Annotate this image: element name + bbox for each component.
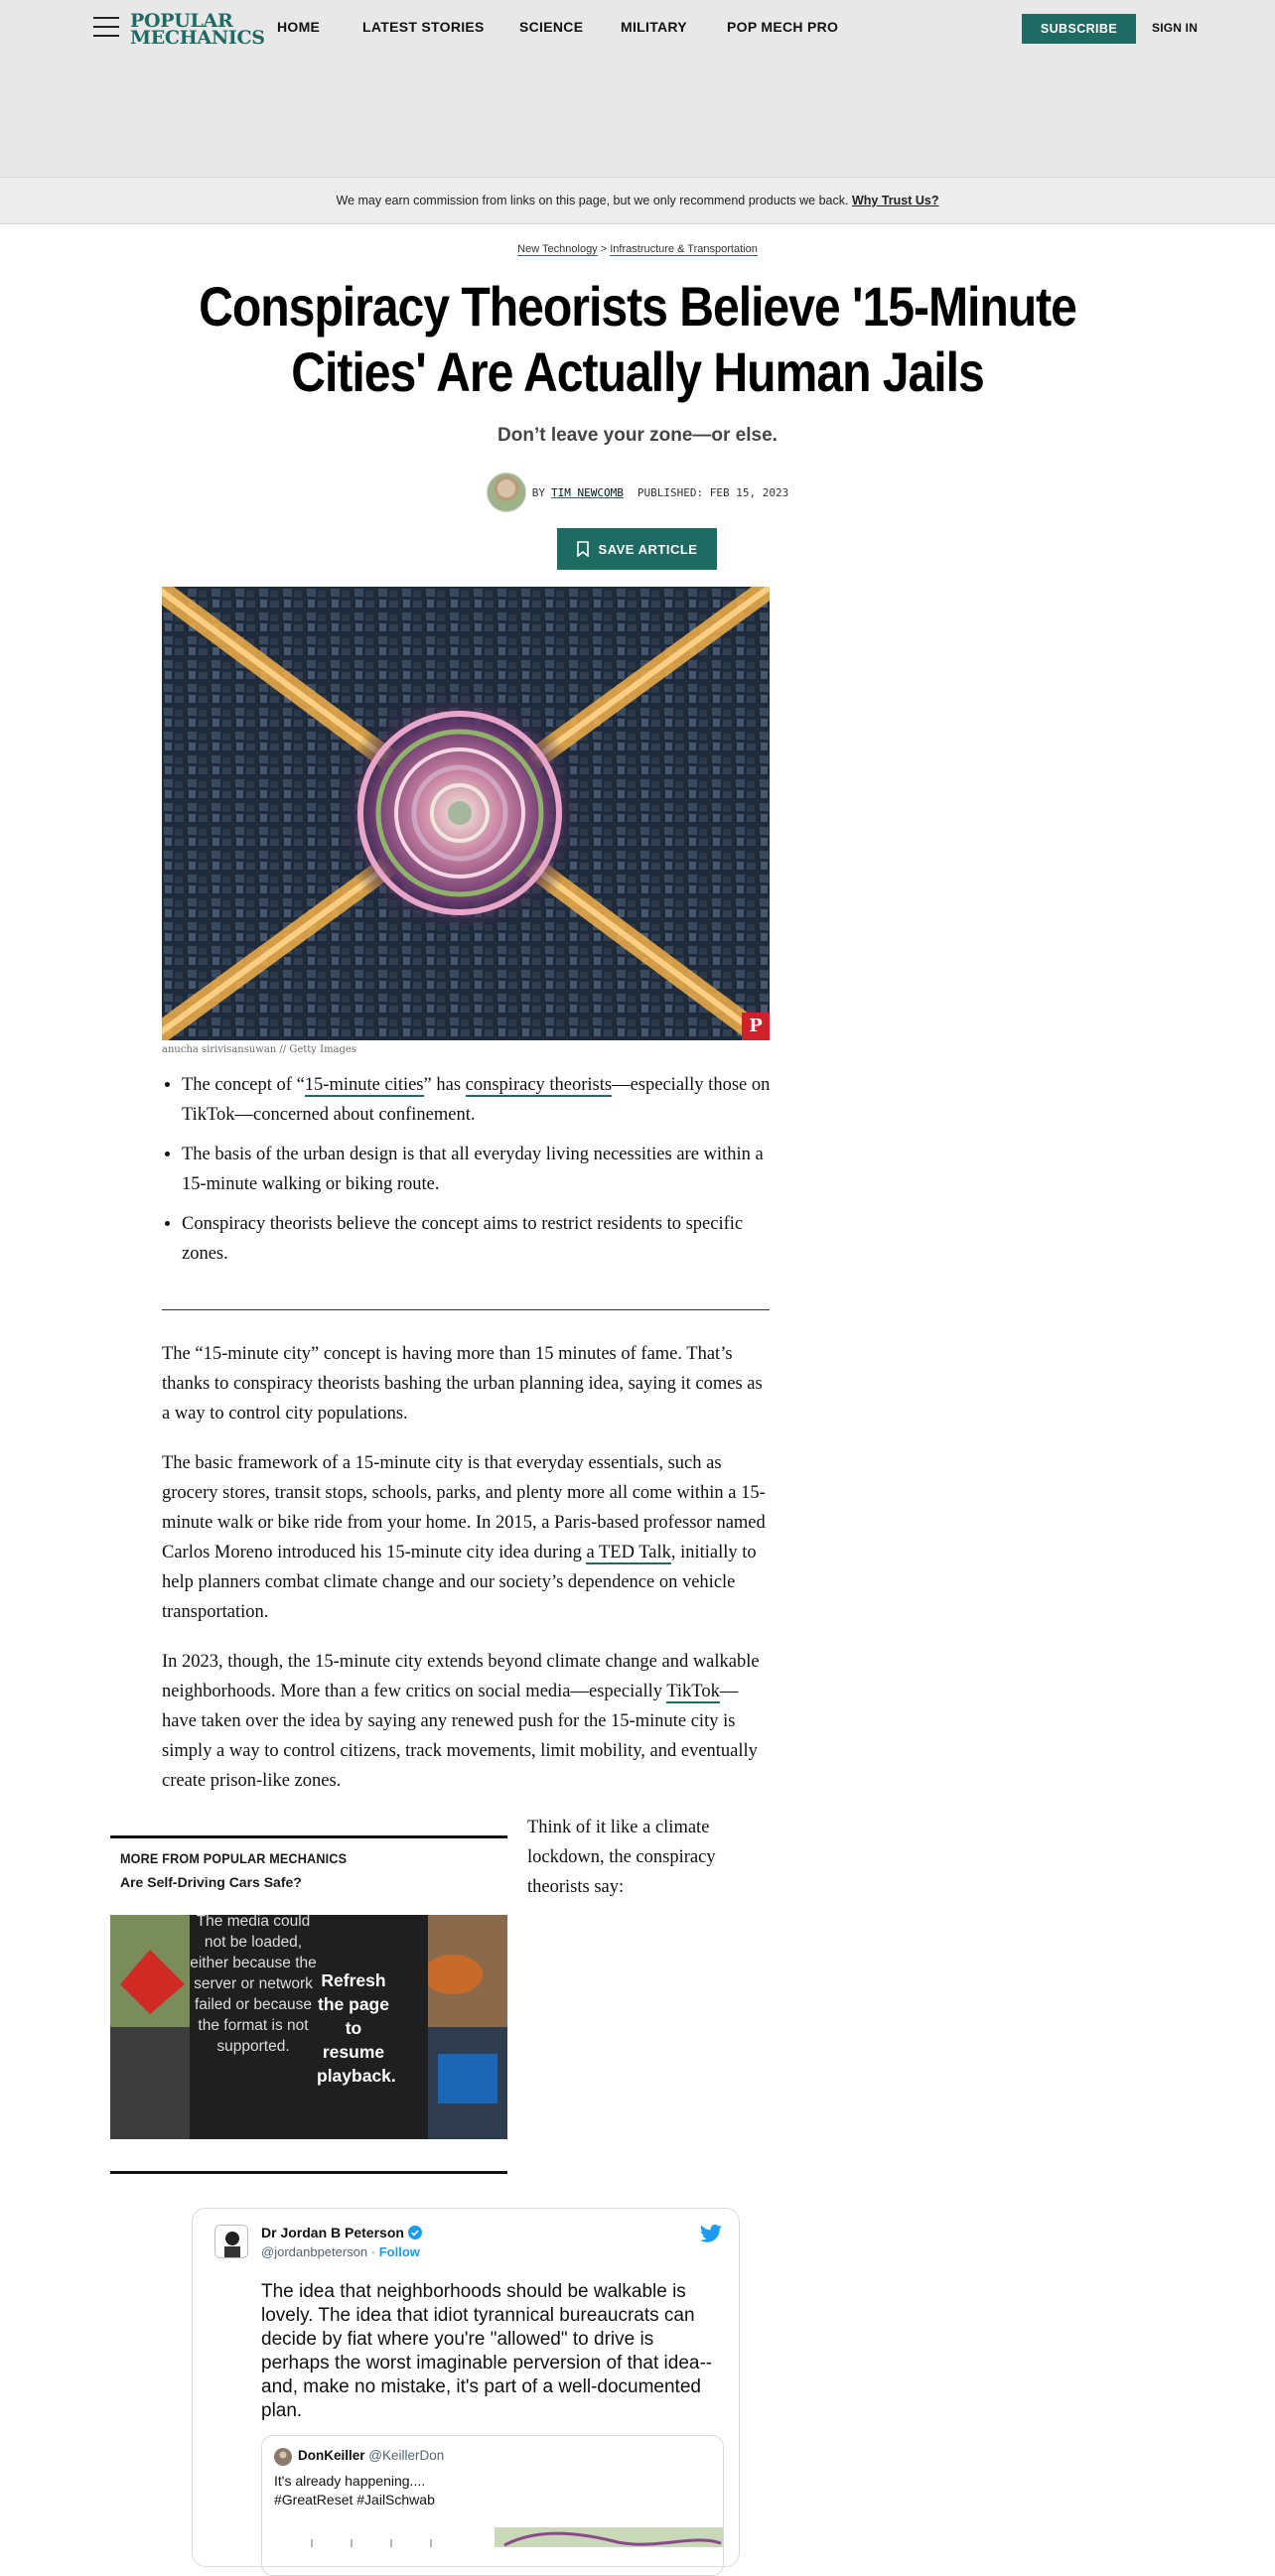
top-navigation-bar xyxy=(0,0,1275,58)
quoted-tweet[interactable] xyxy=(261,2435,724,2576)
link-tiktok[interactable]: TikTok xyxy=(666,1682,720,1701)
quoted-author-handle: @KeillerDon xyxy=(368,2448,445,2463)
breadcrumb xyxy=(0,243,1275,255)
disclaimer-text: We may earn commission from links on this page, but we only recommend products we back. xyxy=(336,194,849,207)
bullet-item: • The basis of the urban design is that all everyday living necessities are within a 15-minute walking or biking route. xyxy=(182,1140,789,1199)
more-from-video-title[interactable]: Are Self-Driving Cars Safe? xyxy=(120,1874,302,1890)
aerial-city-night-illustration xyxy=(162,587,770,1040)
paragraph-text: —have taken over the idea by saying any renewed push for the 15-minute city is simply a way to control citizens, track movements, limit mobility, and eventually create prison-like zones. xyxy=(162,1682,758,1791)
site-logo[interactable] xyxy=(130,10,265,49)
avatar-portrait-icon xyxy=(215,2226,247,2257)
menu-icon[interactable] xyxy=(93,17,119,41)
hero-image-aerial-roundabout xyxy=(162,587,770,1040)
subscribe-button[interactable]: SUBSCRIBE xyxy=(1022,14,1136,44)
verified-badge-icon xyxy=(408,2226,422,2239)
summary-bullets xyxy=(162,1070,789,1279)
bookmark-icon xyxy=(577,541,589,557)
logo-line-1: POPULAR xyxy=(130,10,233,32)
article-dek: Don’t leave your zone—or else. xyxy=(497,425,778,446)
paragraph-text: The basic framework of a 15-minute city is that everyday essentials, such as grocery stores, transit stops, schools, parks, and plenty more all come within a 15-minute walk or bike ride from your home. In 2015, a Paris-based professor named Carlos Moreno introduced his 15-minute city idea during xyxy=(162,1453,766,1562)
nav-military[interactable]: MILITARY xyxy=(621,19,687,35)
twitter-bird-icon[interactable] xyxy=(699,2225,723,2244)
author-link[interactable]: TIM NEWCOMB xyxy=(551,485,624,499)
bullet-text: —especially those on TikTok—concerned about confinement. xyxy=(182,1075,771,1125)
more-from-heading: MORE FROM POPULAR MECHANICS xyxy=(120,1850,348,1866)
affiliate-disclaimer xyxy=(0,177,1275,224)
logo-line-2: MECHANICS xyxy=(130,27,265,49)
paragraph-text: , initially to help planners combat climate change and our society’s dependence on vehicle transportation. xyxy=(162,1543,757,1622)
body-paragraph-1: The “15-minute city” concept is having more than 15 minutes of fame. That’s thanks to conspiracy theorists bashing the urban planning idea, saying it comes as a way to control city populations. xyxy=(162,1344,763,1424)
save-article-button[interactable] xyxy=(557,528,717,570)
tweet-author-handle-row: @jordanbpeterson · Follow xyxy=(261,2244,420,2259)
sign-in-link[interactable]: SIGN IN xyxy=(1152,21,1199,35)
why-trust-us-link[interactable]: Why Trust Us? xyxy=(851,194,939,207)
ad-banner-area xyxy=(0,58,1275,177)
quoted-author-name: DonKeiller xyxy=(298,2448,365,2463)
bullet-item: • Conspiracy theorists believe the concept aims to restrict residents to specific zones. xyxy=(182,1209,789,1269)
body-paragraph-4: Think of it like a climate lockdown, the conspiracy theorists say: xyxy=(527,1818,716,1897)
quoted-tweet-map-image xyxy=(495,2527,723,2547)
article-title: Conspiracy Theorists Believe '15-Minute Cities' Are Actually Human Jails xyxy=(199,275,1076,403)
quoted-author xyxy=(298,2448,444,2463)
breadcrumb-separator: > xyxy=(600,243,608,255)
tweet-author-handle[interactable]: @jordanbpeterson xyxy=(261,2244,368,2259)
nav-latest-stories[interactable]: LATEST STORIES xyxy=(362,19,485,35)
image-credit: anucha sirivisansuwan // Getty Images xyxy=(162,1044,356,1055)
bullet-text: The concept of “ xyxy=(182,1075,305,1095)
more-from-module xyxy=(110,1835,507,1890)
quoted-tweet-text: It's already happening.... #GreatReset #JailSchwab xyxy=(274,2473,435,2508)
follow-button[interactable]: Follow xyxy=(378,2244,420,2259)
video-refresh-message: Refresh the page to resume playback. xyxy=(317,1970,396,2086)
body-paragraph-2 xyxy=(162,1448,770,1627)
byline-by: BY xyxy=(531,485,546,499)
link-conspiracy-theorists[interactable]: conspiracy theorists xyxy=(465,1075,613,1095)
published-date: PUBLISHED: FEB 15, 2023 xyxy=(637,485,789,499)
more-from-bottom-rule xyxy=(110,2171,507,2174)
quoted-author-avatar xyxy=(274,2448,292,2466)
tweet-author-name[interactable] xyxy=(261,2225,422,2240)
nav-home[interactable]: HOME xyxy=(277,19,321,35)
breadcrumb-new-technology[interactable]: New Technology xyxy=(517,243,598,255)
link-ted-talk[interactable]: a TED Talk xyxy=(586,1543,671,1562)
breadcrumb-infrastructure[interactable]: Infrastructure & Transportation xyxy=(610,243,758,255)
bullet-text: ” has xyxy=(423,1075,466,1095)
bullet-item xyxy=(182,1070,789,1130)
link-15-minute-cities[interactable]: 15-minute cities xyxy=(304,1075,424,1095)
tweet-author-avatar[interactable] xyxy=(214,2225,248,2258)
section-divider xyxy=(162,1309,770,1310)
body-paragraph-3 xyxy=(162,1647,770,1796)
pinterest-icon[interactable]: P xyxy=(742,1013,770,1040)
quoted-tweet-diagram-image xyxy=(282,2527,481,2547)
nav-pop-mech-pro[interactable]: POP MECH PRO xyxy=(727,19,839,35)
video-error-message: The media could not be loaded, either because the server or network failed or because the format is not supported. xyxy=(190,1915,317,2055)
video-player[interactable] xyxy=(110,1915,507,2139)
tweet-text: The idea that neighborhoods should be walkable is lovely. The idea that idiot tyrannical bureaucrats can decide by fiat where you're "allowed" to drive is perhaps the worst imaginable perversion of that idea--and, make no mistake, it's part of a well-documented plan. xyxy=(261,2281,713,2421)
embedded-tweet[interactable] xyxy=(192,2208,740,2567)
paragraph-text: In 2023, though, the 15-minute city extends beyond climate change and walkable neighborhoods. More than a few critics on social media—especially xyxy=(162,1652,760,1701)
tweet-author-name-text: Dr Jordan B Peterson xyxy=(261,2225,404,2240)
nav-science[interactable]: SCIENCE xyxy=(519,19,584,35)
author-avatar[interactable] xyxy=(487,473,526,512)
byline xyxy=(0,473,1275,515)
save-article-label: SAVE ARTICLE xyxy=(598,541,698,557)
